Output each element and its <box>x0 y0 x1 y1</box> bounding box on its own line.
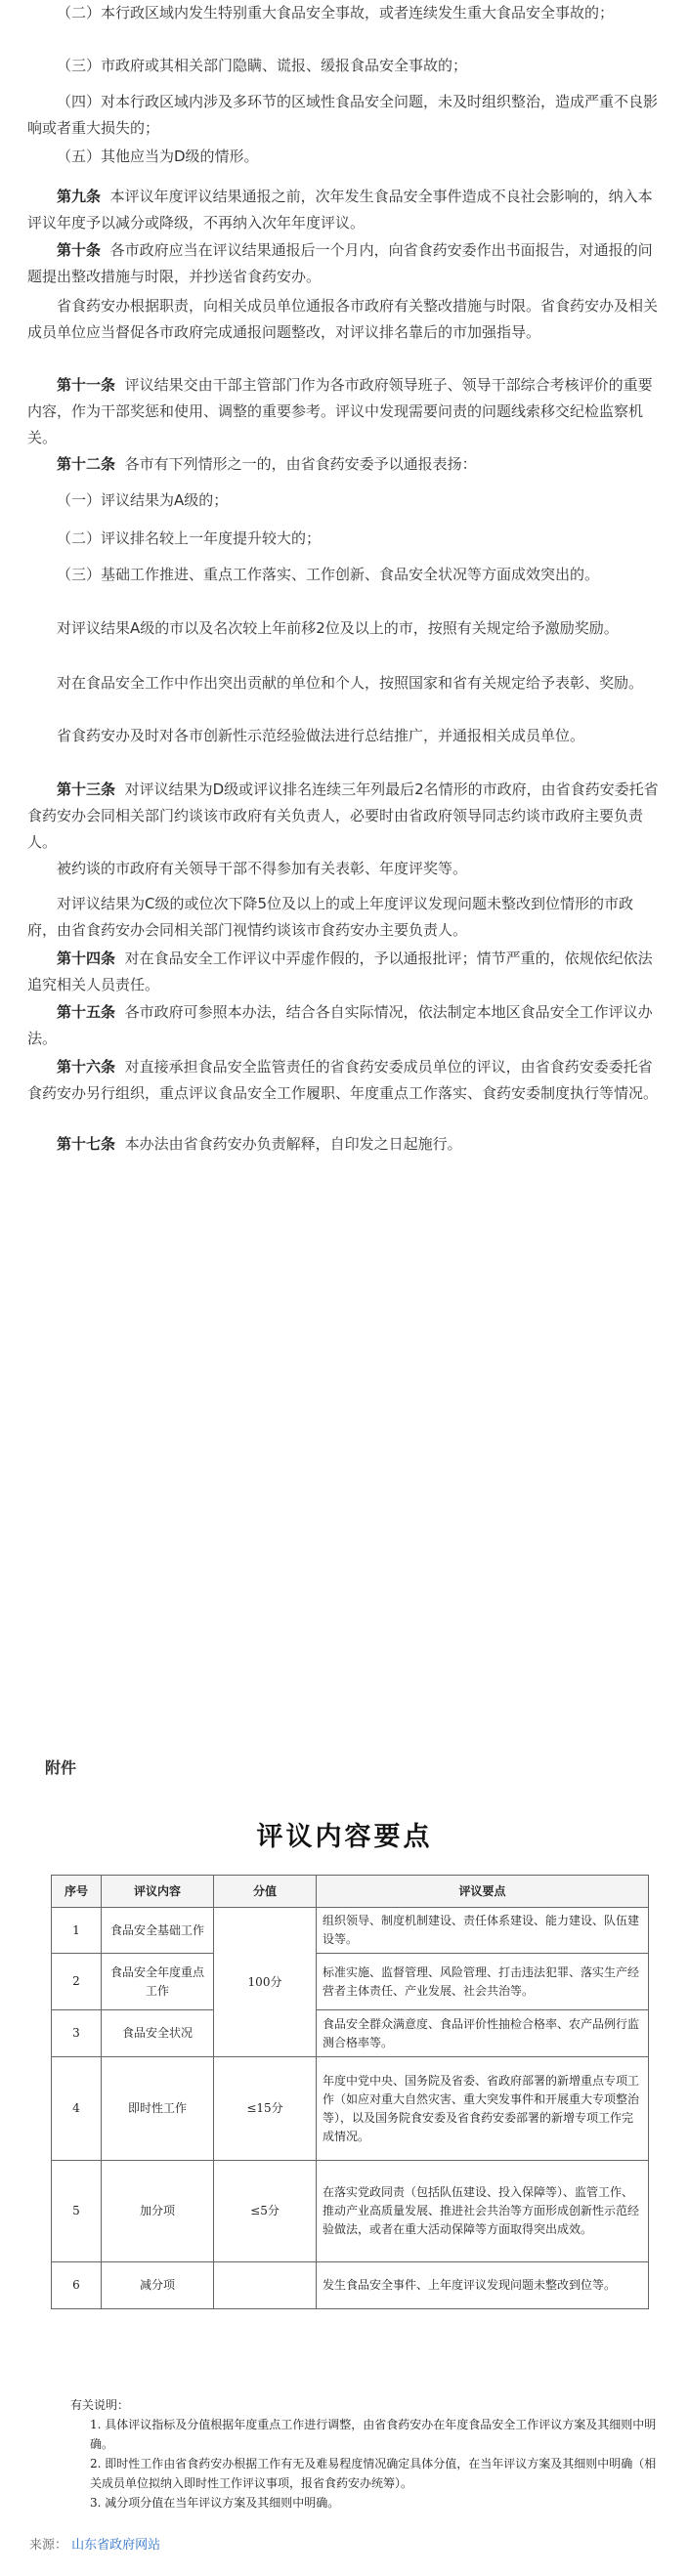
article-number: 第九条 <box>57 188 102 205</box>
table-row <box>52 2057 649 2161</box>
attachment-label: 附件 <box>45 1758 77 1777</box>
source-label: 来源： <box>29 2538 68 2553</box>
row-number: 6 <box>52 2262 102 2309</box>
paragraph: （三）基础工作推进、重点工作落实、工作创新、食品安全状况等方面成效突出的。 <box>57 566 600 583</box>
paragraph: （五）其他应当为D级的情形。 <box>57 148 259 165</box>
article-number: 第十三条 <box>57 781 116 798</box>
criterion-points: 在落实党政同责（包括队伍建设、投入保障等）、监管工作、推动产业高质量发展、推进社会共治等方面形成创新性示范经验做法，或者在重大活动保障等方面取得突出成效。 <box>317 2161 649 2262</box>
article-10: 第十条 各市政府应当在评议结果通报后一个月内，向省食药安委作出书面报告，对通报的问题提出整改措施与时限，并抄送省食药安办。 <box>27 241 653 285</box>
paragraph: （三）市政府或其相关部门隐瞒、谎报、缓报食品安全事故的； <box>57 57 468 74</box>
article-11: 第十一条 评议结果交由干部主管部门作为各市政府领导班子、领导干部综合考核评价的重要内容，作为干部奖惩和使用、调整的重要参考。评议中发现需要问责的问题线索移交纪检监察机关。 <box>27 376 653 446</box>
criterion-name: 加分项 <box>102 2161 214 2262</box>
note-item: 2. 即时性工作由省食药安办根据工作有无及难易程度情况确定具体分值，在当年评议方案及其细则中明确（相关成员单位拟纳入即时性工作评议事项，报省食药安办统筹）。 <box>90 2457 657 2490</box>
article-14: 第十四条 对在食品安全工作评议中弄虚作假的，予以通报批评；情节严重的，依规依纪依法追究相关人员责任。 <box>27 950 653 993</box>
article-number: 第十条 <box>57 241 102 259</box>
article-number: 第十二条 <box>57 455 116 473</box>
paragraph: （二）评议排名较上一年度提升较大的； <box>57 529 322 547</box>
paragraph: 省食药安办根据职责，向相关成员单位通报各市政府有关整改措施与时限。省食药安办及相关成员单位应当督促各市政府完成通报问题整改，对评议排名靠后的市加强指导。 <box>27 297 659 341</box>
article-number: 第十七条 <box>57 1135 116 1153</box>
source-link[interactable]: 山东省政府网站 <box>71 2538 161 2553</box>
column-header: 评议要点 <box>317 1876 649 1908</box>
column-header: 分值 <box>214 1876 317 1908</box>
row-number: 4 <box>52 2057 102 2161</box>
article-16: 第十六条 对直接承担食品安全监管责任的省食药安委成员单位的评议，由省食药安委委托省食药安办另行组织，重点评议食品安全工作履职、年度重点工作落实、食药安委制度执行等情况。 <box>27 1058 659 1102</box>
row-number: 5 <box>52 2161 102 2262</box>
criterion-name: 食品安全基础工作 <box>102 1908 214 1954</box>
article-9: 第九条 本评议年度评议结果通报之前，次年发生食品安全事件造成不良社会影响的，纳入本评议年度予以减分或降级，不再纳入次年年度评议。 <box>27 188 653 232</box>
criterion-name: 食品安全年度重点工作 <box>102 1954 214 2010</box>
criterion-name: 食品安全状况 <box>102 2010 214 2057</box>
paragraph: 省食药安办及时对各市创新性示范经验做法进行总结推广，并通报相关成员单位。 <box>57 727 585 744</box>
row-number: 3 <box>52 2010 102 2057</box>
article-number: 第十一条 <box>57 376 116 394</box>
article-12: 第十二条 各市有下列情形之一的，由省食药安委予以通报表扬： <box>57 455 477 473</box>
criteria-table <box>51 1875 649 2309</box>
score-cell <box>214 2262 317 2309</box>
paragraph: 对评议结果A级的市以及名次较上年前移2位及以上的市，按照有关规定给予激励奖励。 <box>57 619 619 637</box>
score-cell: 100分 <box>214 1908 317 2057</box>
table-row <box>52 1954 649 2010</box>
score-cell: ≤15分 <box>214 2057 317 2161</box>
paragraph: 对在食品安全工作中作出突出贡献的单位和个人，按照国家和省有关规定给予表彰、奖励。 <box>57 674 644 692</box>
article-17: 第十七条 本办法由省食药安办负责解释，自印发之日起施行。 <box>57 1135 462 1153</box>
column-header: 序号 <box>52 1876 102 1908</box>
row-number: 1 <box>52 1908 102 1954</box>
criterion-points: 标准实施、监督管理、风险管理、打击违法犯罪、落实生产经营者主体责任、产业发展、社会共治等。 <box>317 1954 649 2010</box>
score-cell: ≤5分 <box>214 2161 317 2262</box>
table-notes <box>70 2395 657 2513</box>
paragraph: 被约谈的市政府有关领导干部不得参加有关表彰、年度评奖等。 <box>57 860 468 877</box>
table-row <box>52 2262 649 2309</box>
note-item: 3. 减分项分值在当年评议方案及其细则中明确。 <box>90 2496 340 2510</box>
article-number: 第十四条 <box>57 950 116 967</box>
row-number: 2 <box>52 1954 102 2010</box>
paragraph: 对评议结果为C级的或位次下降5位及以上的或上年度评议发现问题未整改到位情形的市政府，由省食药安办会同相关部门视情约谈该市食药安办主要负责人。 <box>27 895 634 939</box>
column-header: 评议内容 <box>102 1876 214 1908</box>
article-number: 第十五条 <box>57 1003 116 1021</box>
article-15: 第十五条 各市政府可参照本办法，结合各自实际情况，依法制定本地区食品安全工作评议办法。 <box>27 1003 653 1047</box>
article-number: 第十六条 <box>57 1058 116 1076</box>
table-row <box>52 2161 649 2262</box>
criterion-name: 即时性工作 <box>102 2057 214 2161</box>
attachment-title: 评议内容要点 <box>256 1822 433 1852</box>
article-13: 第十三条 对评议结果为D级或评议排名连续三年列最后2名情形的市政府，由省食药安委托省食药安办会同相关部门约谈该市政府有关负责人，必要时由省政府领导同志约谈市政府主要负责人。 <box>27 781 659 851</box>
criterion-points: 组织领导、制度机制建设、责任体系建设、能力建设、队伍建设等。 <box>317 1908 649 1954</box>
note-item: 1. 具体评议指标及分值根据年度重点工作进行调整，由省食药安办在年度食品安全工作评议方案及其细则中明确。 <box>90 2418 657 2451</box>
criterion-name: 减分项 <box>102 2262 214 2309</box>
paragraph: （四）对本行政区域内涉及多环节的区域性食品安全问题，未及时组织整治，造成严重不良影响或者重大损失的； <box>27 93 659 137</box>
paragraph: （一）评议结果为A级的； <box>57 491 229 509</box>
criterion-points: 年度中党中央、国务院及省委、省政府部署的新增重点专项工作（如应对重大自然灾害、重大突发事件和开展重大专项整治等），以及国务院食安委及省食药安委部署的新增专项工作完成情况。 <box>317 2057 649 2161</box>
table-header-row <box>52 1876 649 1908</box>
criterion-points: 发生食品安全事件、上年度评议发现问题未整改到位等。 <box>317 2262 649 2309</box>
source-line <box>29 2534 160 2553</box>
table-row <box>52 1908 649 1954</box>
notes-title: 有关说明： <box>70 2398 130 2412</box>
paragraph: （二）本行政区域内发生特别重大食品安全事故，或者连续发生重大食品安全事故的； <box>57 4 615 21</box>
table-row <box>52 2010 649 2057</box>
criterion-points: 食品安全群众满意度、食品评价性抽检合格率、农产品例行监测合格率等。 <box>317 2010 649 2057</box>
